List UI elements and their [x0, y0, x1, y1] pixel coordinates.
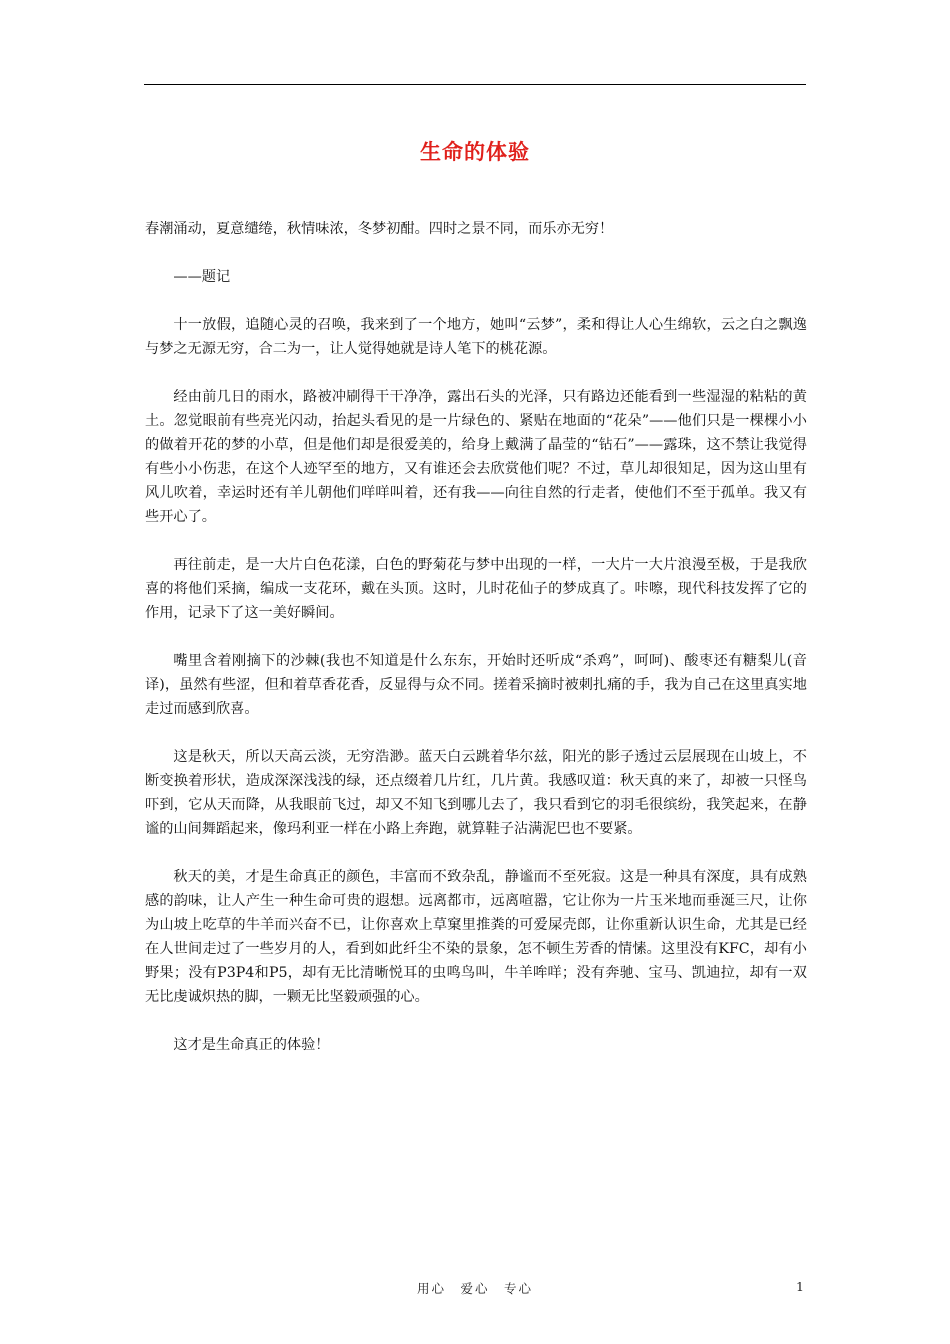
document-body [145, 217, 807, 1081]
paragraph: 这是秋天，所以天高云淡，无穷浩渺。蓝天白云跳着华尔兹，阳光的影子透过云层展现在山坡上，不断变换着形状，造成深深浅浅的绿，还点缀着几片红，几片黄。我感叹道：秋天真的来了，却被一只怪鸟吓到，它从天而降，从我眼前飞过，却又不知飞到哪儿去了，我只看到它的羽毛很缤纷，我笑起来，在静谧的山间舞蹈起来，像玛利亚一样在小路上奔跑，就算鞋子沾满泥巴也不要紧。 [145, 749, 807, 837]
paragraph: 嘴里含着刚摘下的沙棘(我也不知道是什么东东，开始时还听成“杀鸡”，呵呵)、酸枣还有糖梨儿(音译)，虽然有些涩，但和着草香花香，反显得与众不同。搓着采摘时被刺扎痛的手，我为自己在这里真实地走过而感到欣喜。 [145, 653, 807, 717]
paragraph: 秋天的美，才是生命真正的颜色，丰富而不致杂乱，静谧而不至死寂。这是一种具有深度，具有成熟感的韵味，让人产生一种生命可贵的遐想。远离都市，远离喧嚣，它让你为一片玉米地而垂涎三尺，让你为山坡上吃草的牛羊而兴奋不已，让你喜欢上草窠里推粪的可爱屎壳郎，让你重新认识生命，尤其是已经在人世间走过了一些岁月的人，看到如此纤尘不染的景象，怎不顿生芳香的情愫。这里没有KFC，却有小野果；没有P3P4和P5，却有无比清晰悦耳的虫鸣鸟叫，牛羊哞咩；没有奔驰、宝马、凯迪拉，却有一双无比虔诚炽热的脚，一颗无比坚毅顽强的心。 [145, 869, 807, 1005]
paragraph-closing: 这才是生命真正的体验！ [173, 1037, 330, 1053]
paragraph: 十一放假，追随心灵的召唤，我来到了一个地方，她叫“云梦”，柔和得让人心生绵软，云之白之飘逸与梦之无源无穷，合二为一，让人觉得她就是诗人笔下的桃花源。 [145, 317, 807, 357]
paragraph-epigraph-note: ——题记 [173, 269, 231, 285]
paragraph: 经由前几日的雨水，路被冲刷得干干净净，露出石头的光泽，只有路边还能看到一些湿湿的粘粘的黄土。忽觉眼前有些亮光闪动，抬起头看见的是一片绿色的、紧贴在地面的“花朵”——他们只是一棵棵小小的做着开花的梦的小草，但是他们却是很爱美的，给身上戴满了晶莹的“钻石”——露珠，这不禁让我觉得有些小小伤悲，在这个人迹罕至的地方，又有谁还会去欣赏他们呢？不过，草儿却很知足，因为这山里有风儿吹着，幸运时还有羊儿朝他们咩咩叫着，还有我——向往自然的行走者，使他们不至于孤单。我又有些开心了。 [145, 389, 807, 525]
page-number: 1 [796, 1279, 804, 1294]
paragraph-opening: 春潮涌动，夏意缱绻，秋情味浓，冬梦初酣。四时之景不同，而乐亦无穷！ [145, 221, 614, 237]
paragraph: 再往前走，是一大片白色花漾，白色的野菊花与梦中出现的一样，一大片一大片浪漫至极，于是我欣喜的将他们采摘，编成一支花环，戴在头顶。这时，儿时花仙子的梦成真了。咔嚓，现代科技发挥了它的作用，记录下了这一美好瞬间。 [145, 557, 807, 621]
document-title: 生命的体验 [420, 140, 530, 165]
footer-motto: 用心 爱心 专心 [416, 1281, 533, 1296]
header-rule [144, 84, 806, 85]
